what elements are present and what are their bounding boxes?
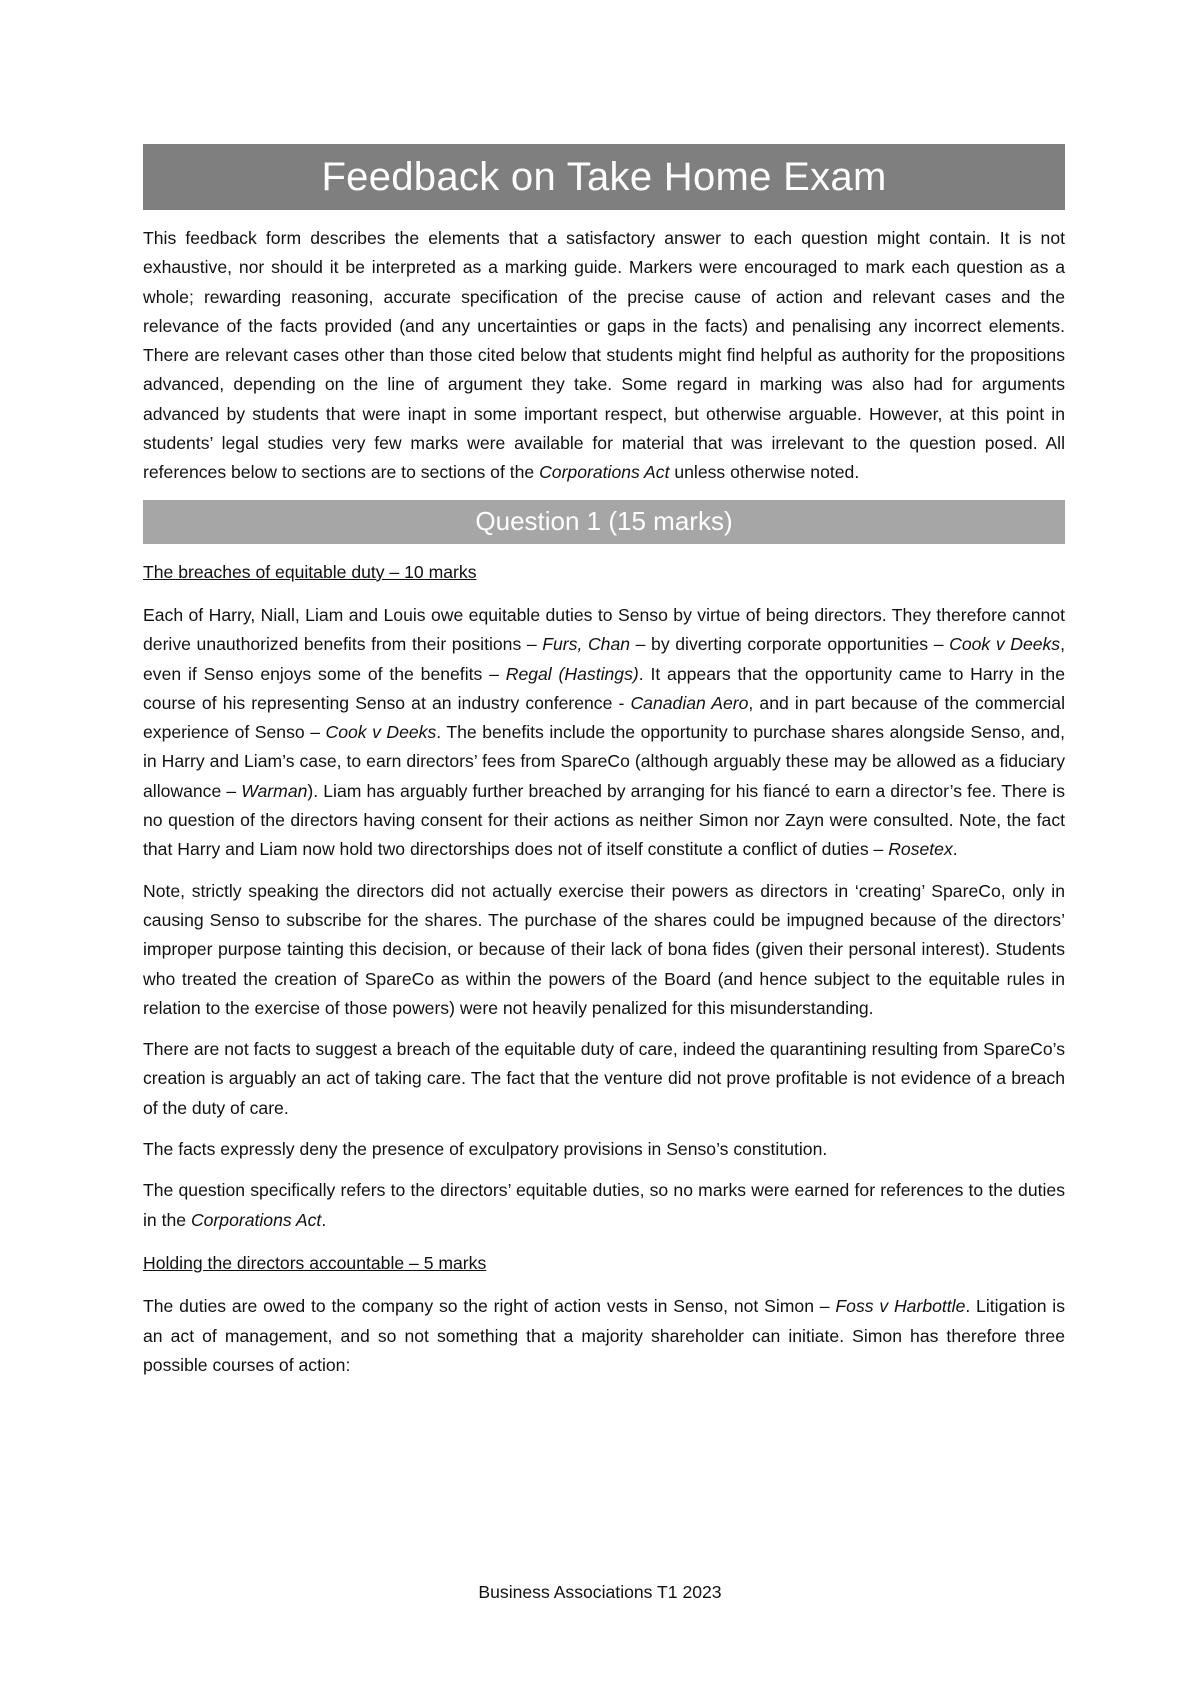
text-run: – by diverting corporate opportunities – [630,634,950,655]
case-citation: Foss v Harbottle [835,1296,966,1317]
case-citation: Canadian Aero [630,692,749,713]
text-run: , and in part because of the commercial experience of Senso – [143,692,1065,743]
case-citation: Cook v Deeks [325,722,437,743]
text-run: . The benefits include the opportunity to purchase shares alongside Senso, and, in Harry and Liam’s case, to earn directors’ fees from SpareCo (although arguably these may be allowed as a fiduciary allowance – [143,722,1065,801]
text-run: Each of Harry, Niall, Liam and Louis owe equitable duties to Senso by virtue of being directors. They therefore cannot derive unauthorized benefits from their positions – [143,604,1065,655]
case-citation: Warman [241,780,308,801]
paragraph-duties [143,601,1065,865]
intro-text-end: unless otherwise noted. [669,462,860,483]
act-reference: Corporations Act [539,462,670,483]
paragraph-duty-of-care: There are not facts to suggest a breach of the equitable duty of care, indeed the quarantining resulting from SpareCo’s creation is arguably an act of taking care. The fact that the venture did not prove profitable is not evidence of a breach of the duty of care. [143,1039,1065,1118]
text-run: The duties are owed to the company so the right of action vests in Senso, not Simon – [143,1296,836,1317]
subheading-accountable: Holding the directors accountable – 5 marks [143,1252,487,1273]
question-1-heading-text: Question 1 (15 marks) [475,506,733,537]
page-footer: Business Associations T1 2023 [478,1582,722,1602]
text-run: The question specifically refers to the directors’ equitable duties, so no marks were earned for references to the duties in the [143,1180,1065,1230]
case-citation: Rosetex [888,839,953,860]
case-citation: Regal (Hastings) [505,663,639,684]
act-reference: Corporations Act [190,1209,322,1230]
question-1-heading [143,500,1065,544]
paragraph-improper-purpose: Note, strictly speaking the directors did not actually exercise their powers as directors in ‘creating’ SpareCo, only in causing Senso to subscribe for the shares. The purchase of the shares could be impugned because of the directors’ improper purpose tainting this decision, or because of their lack of bona fides (given their personal interest). Students who treated the creation of SpareCo as within the powers of the Board (and hence subject to the equitable rules in relation to the exercise of those powers) were not heavily penalized for this misunderstanding. [143,880,1065,1018]
page-content [143,144,1065,1380]
case-citation: Cook v Deeks [949,634,1061,655]
paragraph-equitable-only [143,1176,1065,1235]
text-run: . [952,839,958,860]
text-run: ). Liam has arguably further breached by arranging for his fiancé to earn a director’s fee. There is no question of the directors having consent for their actions as neither Simon nor Zayn were consulted. Note, the fact that Harry and Liam now hold two directorships does not of itself constitute a conflict of duties – [143,780,1065,860]
intro-text: This feedback form describes the elements that a satisfactory answer to each question might contain. It is not exhaustive, nor should it be interpreted as a marking guide. Markers were encouraged to mark each question as a whole; rewarding reasoning, accurate specification of the precise cause of action and relevant cases and the relevance of the facts provided (and any uncertainties or gaps in the facts) and penalising any incorrect elements. There are relevant cases other than those cited below that students might find helpful as authority for the propositions advanced, depending on the line of argument they take. Some regard in marking was also had for arguments advanced by students that were inapt in some important respect, but otherwise arguable. However, at this point in students’ legal studies very few marks were available for material that was irrelevant to the question posed. All references below to sections are to sections of the [143,228,1065,483]
text-run: . [321,1209,327,1230]
subheading-breaches: The breaches of equitable duty – 10 marks [143,561,477,582]
paragraph-exculpatory: The facts expressly deny the presence of exculpatory provisions in Senso’s constitution. [143,1139,828,1160]
text-run: . Litigation is an act of management, and so not something that a majority shareholder can initiate. Simon has therefore three possible courses of action: [143,1296,1066,1375]
text-run: . It appears that the opportunity came to Harry in the course of his representing Senso at an industry conference - [143,663,1066,713]
document-title-text: Feedback on Take Home Exam [321,154,887,199]
intro-paragraph [143,224,1065,488]
paragraph-right-of-action [143,1292,1065,1380]
document-title [143,144,1065,210]
text-run: , even if Senso enjoys some of the benefits – [143,634,1065,684]
case-citation: Furs, Chan [542,634,631,655]
